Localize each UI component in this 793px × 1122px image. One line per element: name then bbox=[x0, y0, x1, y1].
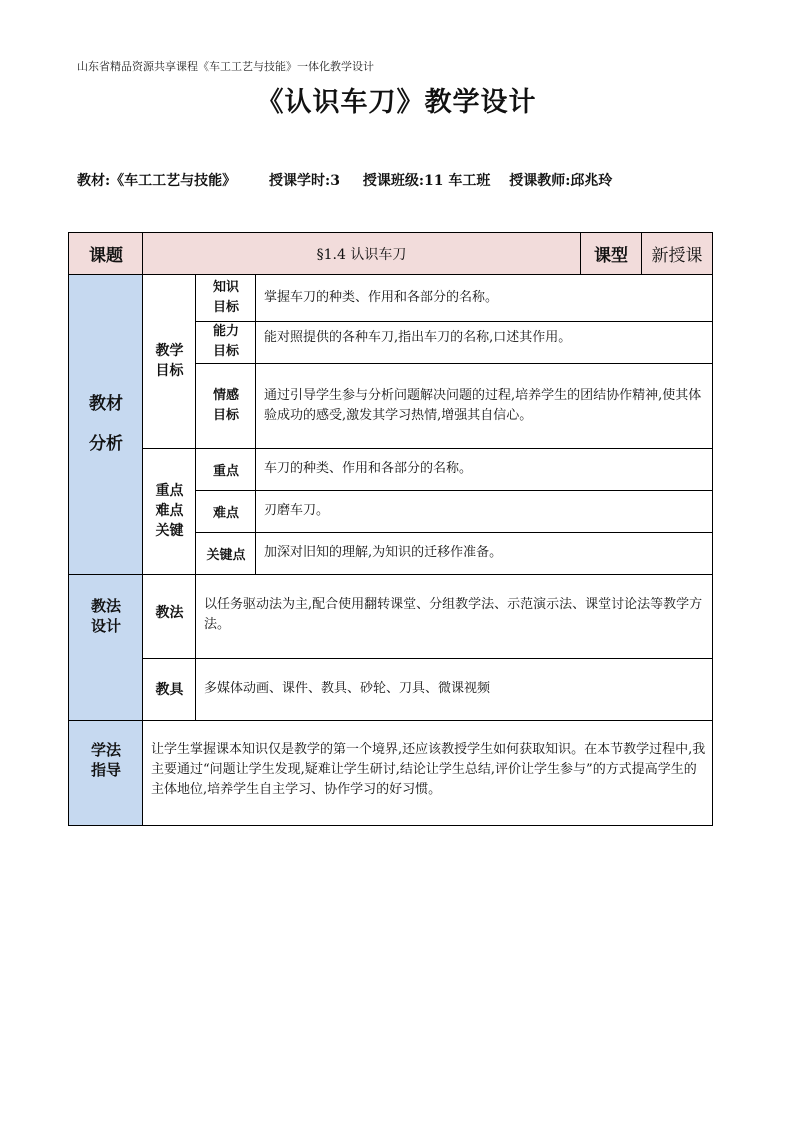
emotion-goal-l1: 情感 bbox=[212, 387, 239, 403]
objectives-label bbox=[143, 274, 196, 448]
row-divider bbox=[196, 321, 713, 322]
table-border-top bbox=[68, 232, 713, 233]
learning-guide-label bbox=[69, 720, 143, 825]
keypoints-label-line3: 关键 bbox=[155, 523, 184, 539]
method-text: 以任务驱动法为主,配合使用翻转课堂、分组教学法、示范演示法、课堂讨论法等教学方法。 bbox=[204, 597, 703, 632]
knowledge-goal-l2: 目标 bbox=[212, 299, 239, 315]
keypoints-label-line1: 重点 bbox=[155, 483, 184, 499]
type-value: 新授课 bbox=[642, 233, 712, 274]
row-divider bbox=[68, 274, 713, 275]
row-divider bbox=[143, 448, 713, 449]
col-divider bbox=[580, 232, 581, 274]
knowledge-goal-l1: 知识 bbox=[212, 279, 239, 295]
row-divider bbox=[196, 532, 713, 533]
ability-goal-l2: 目标 bbox=[212, 344, 239, 359]
ability-goal-l1: 能力 bbox=[212, 324, 239, 339]
keypoints-label bbox=[143, 448, 196, 574]
row-divider bbox=[196, 490, 713, 491]
material-analysis-line2: 分析 bbox=[89, 434, 123, 454]
knowledge-goal-label bbox=[196, 274, 256, 321]
tools-label: 教具 bbox=[155, 682, 184, 698]
teaching-design-line1: 教法 bbox=[90, 597, 121, 615]
learning-guide-line1: 学法 bbox=[90, 741, 121, 759]
row-divider bbox=[143, 658, 713, 659]
key-point-text: 车刀的种类、作用和各部分的名称。 bbox=[264, 461, 473, 476]
col-divider bbox=[641, 232, 642, 274]
row-divider bbox=[196, 363, 713, 364]
learning-guide-text: 让学生掌握课本知识仅是教学的第一个境界,还应该教授学生如何获取知识。在本节教学过程中,我主要通过“问题让学生发现,疑难让学生研讨,结论让学生总结,评价让学生参与”的方式提高学生的主体地位,培养学生自主学习、协作学习的好习惯。 bbox=[151, 742, 706, 797]
col-divider bbox=[142, 232, 143, 826]
emotion-goal-text: 通过引导学生参与分析问题解决问题的过程,培养学生的团结协作精神,使其体验成功的感受,激发其学习热情,增强其自信心。 bbox=[264, 387, 702, 423]
col-divider bbox=[255, 274, 256, 574]
material-analysis-line1: 教材 bbox=[89, 394, 123, 414]
ability-goal-text: 能对照提供的各种车刀,指出车刀的名称,口述其作用。 bbox=[264, 330, 572, 345]
objectives-label-line2: 目标 bbox=[155, 363, 184, 379]
learning-guide-line2: 指导 bbox=[90, 761, 121, 779]
difficulty-text: 刃磨车刀。 bbox=[264, 503, 330, 518]
material-analysis-label bbox=[69, 274, 143, 574]
difficulty-label: 难点 bbox=[212, 505, 239, 521]
keypoints-label-line2: 难点 bbox=[155, 503, 184, 519]
row-divider bbox=[68, 720, 713, 721]
topic-value: §1.4 认识车刀 bbox=[143, 233, 580, 274]
emotion-goal-label bbox=[196, 363, 256, 448]
teaching-design-line2: 设计 bbox=[90, 617, 121, 635]
type-label: 课型 bbox=[580, 233, 642, 274]
key-point-label: 重点 bbox=[212, 463, 239, 479]
teaching-design-label bbox=[69, 574, 143, 720]
header-note: 山东省精品资源共享课程《车工工艺与技能》一体化教学设计 bbox=[77, 60, 374, 73]
row-divider bbox=[68, 574, 713, 575]
objectives-label-line1: 教学 bbox=[155, 343, 184, 359]
critical-point-label: 关键点 bbox=[206, 547, 246, 563]
critical-point-text: 加深对旧知的理解,为知识的迁移作准备。 bbox=[264, 545, 503, 560]
meta-line bbox=[77, 170, 612, 190]
ability-goal-label bbox=[196, 321, 256, 363]
tools-text: 多媒体动画、课件、教具、砂轮、刀具、微课视频 bbox=[204, 681, 491, 696]
table-border-left bbox=[68, 232, 69, 826]
meta-hours: 授课学时:3 bbox=[269, 173, 340, 189]
meta-teacher: 授课教师:邱兆玲 bbox=[509, 173, 613, 189]
table-border-bottom bbox=[68, 825, 713, 826]
document-title: 《认识车刀》教学设计 bbox=[256, 87, 537, 118]
knowledge-goal-text: 掌握车刀的种类、作用和各部分的名称。 bbox=[264, 289, 499, 305]
meta-class: 授课班级:11 车工班 bbox=[362, 173, 491, 189]
emotion-goal-l2: 目标 bbox=[212, 407, 239, 423]
method-label: 教法 bbox=[155, 605, 184, 621]
topic-label: 课题 bbox=[69, 233, 143, 274]
col-divider bbox=[195, 274, 196, 720]
meta-textbook: 教材:《车工工艺与技能》 bbox=[77, 173, 237, 189]
